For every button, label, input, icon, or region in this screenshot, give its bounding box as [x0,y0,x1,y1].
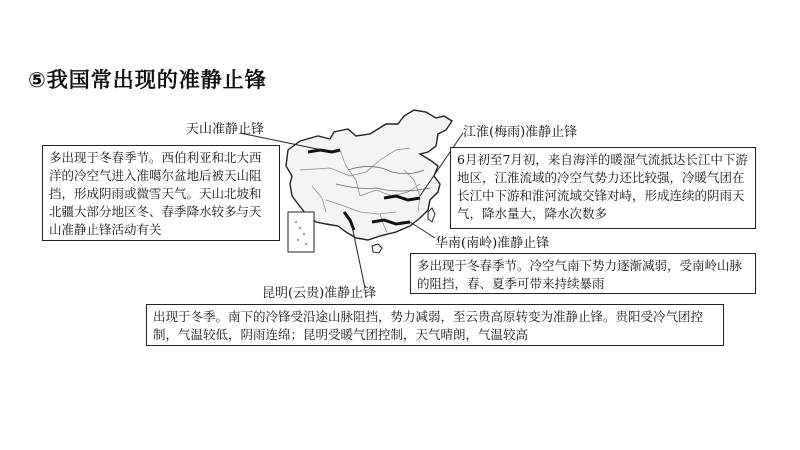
jianghuai-front-label: 江淮(梅雨)准静止锋 [463,125,578,140]
tianshan-front-label: 天山准静止锋 [186,122,265,137]
kunming-front-description: 出现于冬季。南下的冷锋受沿途山脉阻挡，势力减弱，至云贵高原转变为准静止锋。贵阳受冷气团控制，气温较低，阴雨连绵；昆明受暖气团控制，天气晴朗，气温较高 [146,304,724,346]
huanan-leader [410,222,435,238]
huanan-front-description: 多出现于冬春季节。冷空气南下势力逐渐减弱，受南岭山脉的阻挡，春、夏季可带来持续暴雨 [410,253,756,294]
jianghuai-front-description: 6月初至7月初，来自海洋的暖湿气流抵达长江中下游地区，江淮流域的冷空气势力还比较强，冷暖气团在长江中下游和淮河流域交锋对峙，形成连续的阴雨天气，降水量大，降水次数多 [450,147,756,229]
page-title: ⑤我国常出现的准静止锋 [28,68,267,92]
south-china-sea-inset [288,212,314,252]
huanan-front-label: 华南(南岭)准静止锋 [435,236,550,251]
taiwan-island [428,208,435,222]
tianshan-front-line [308,150,340,152]
hainan-island [372,244,382,253]
kunming-front-label: 昆明(云贵)准静止锋 [262,286,377,301]
tianshan-front-description: 多出现于冬春季节。西伯利亚和北大西洋的冷空气进入准噶尔盆地后被天山阻挡，形成阴雨或微雪天气。天山北坡和北疆大部分地区冬、春季降水较多与天山准静止锋活动有关 [42,145,280,241]
